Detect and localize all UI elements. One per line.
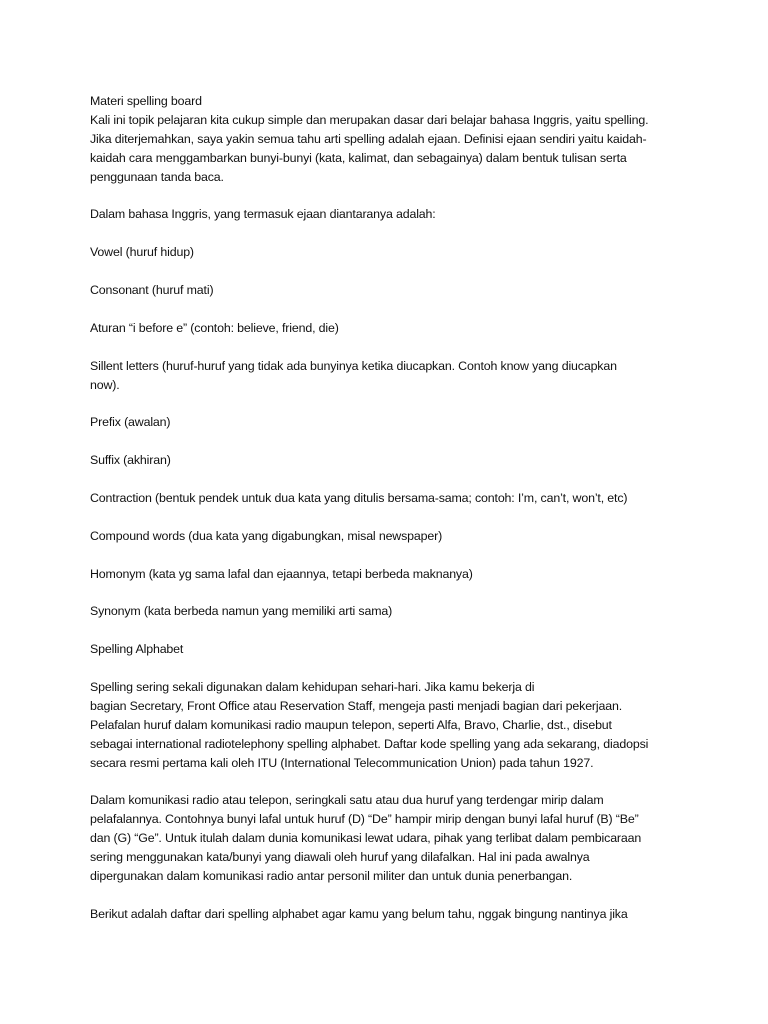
list-item [90,527,680,546]
intro-line: Jika diterjemahkan, saya yakin semua tahu arti spelling adalah ejaan. Definisi ejaan sendiri yaitu kaidah- [90,131,647,146]
document-title: Materi spelling board [90,94,202,108]
list-item [90,565,680,584]
list-intro-text: Dalam bahasa Inggris, yang termasuk ejaan diantaranya adalah: [90,207,436,222]
list-item-text: now). [90,377,120,392]
paragraph-line: secara resmi pertama kali oleh ITU (International Telecommunication Union) pada tahun 1927. [90,755,594,770]
intro-paragraph [90,92,680,187]
paragraph-line: pelafalannya. Contohnya bunyi lafal untuk huruf (D) “De” hampir mirip dengan bunyi lafal huruf (B) “Be” [90,812,639,827]
body-paragraph [90,791,680,886]
intro-line: kaidah cara menggambarkan bunyi-bunyi (kata, kalimat, dan sebagainya) dalam bentuk tulisan serta [90,150,627,165]
paragraph-line: Berikut adalah daftar dari spelling alphabet agar kamu yang belum tahu, nggak bingung nantinya jika [90,906,628,921]
paragraph-line: dan (G) “Ge”. Untuk itulah dalam dunia komunikasi lewat udara, pihak yang terlibat dalam pembicaraan [90,831,642,846]
list-item-text: Contraction (bentuk pendek untuk dua kata yang ditulis bersama-sama; contoh: I’m, can’t, won’t, etc) [90,490,628,505]
list-intro [90,205,680,224]
list-item-text: Sillent letters (huruf-huruf yang tidak ada bunyinya ketika diucapkan. Contoh know yang diucapkan [90,358,617,373]
intro-line: Kali ini topik pelajaran kita cukup simple dan merupakan dasar dari belajar bahasa Inggris, yaitu spelling. [90,112,649,127]
paragraph-line: Spelling sering sekali digunakan dalam kehidupan sehari-hari. Jika kamu bekerja di [90,679,535,694]
list-item [90,243,680,262]
list-item-text: Suffix (akhiran) [90,453,171,468]
list-item [90,602,680,621]
paragraph-line: dipergunakan dalam komunikasi radio antar personil militer dan untuk dunia penerbangan. [90,868,573,883]
list-item-text: Prefix (awalan) [90,415,171,430]
list-item [90,451,680,470]
list-item [90,319,680,338]
list-item-text: Consonant (huruf mati) [90,283,214,298]
section-heading [90,640,680,659]
paragraph-line: Pelafalan huruf dalam komunikasi radio maupun telepon, seperti Alfa, Bravo, Charlie, dst., disebut [90,717,612,732]
list-item-text: Homonym (kata yg sama lafal dan ejaannya, tetapi berbeda maknanya) [90,566,473,581]
list-item-text: Vowel (huruf hidup) [90,245,194,260]
document-body [90,92,680,924]
list-item-text: Synonym (kata berbeda namun yang memiliki arti sama) [90,604,393,619]
list-item-text: Aturan “i before e” (contoh: believe, friend, die) [90,320,339,335]
list-item [90,413,680,432]
list-item [90,281,680,300]
body-paragraph [90,678,680,773]
list-item-text: Compound words (dua kata yang digabungkan, misal newspaper) [90,528,443,543]
section-heading-text: Spelling Alphabet [90,642,184,657]
paragraph-line: sering menggunakan kata/bunyi yang diawali oleh huruf yang dilafalkan. Hal ini pada awalnya [90,850,590,865]
intro-line: penggunaan tanda baca. [90,169,224,184]
list-item [90,357,680,395]
list-item [90,489,680,508]
paragraph-line: sebagai international radiotelephony spelling alphabet. Daftar kode spelling yang ada sekarang, diadopsi [90,736,649,751]
paragraph-line: Dalam komunikasi radio atau telepon, seringkali satu atau dua huruf yang terdengar mirip dalam [90,793,604,808]
body-paragraph [90,905,680,924]
paragraph-line: bagian Secretary, Front Office atau Reservation Staff, mengeja pasti menjadi bagian dari pekerjaan. [90,698,623,713]
